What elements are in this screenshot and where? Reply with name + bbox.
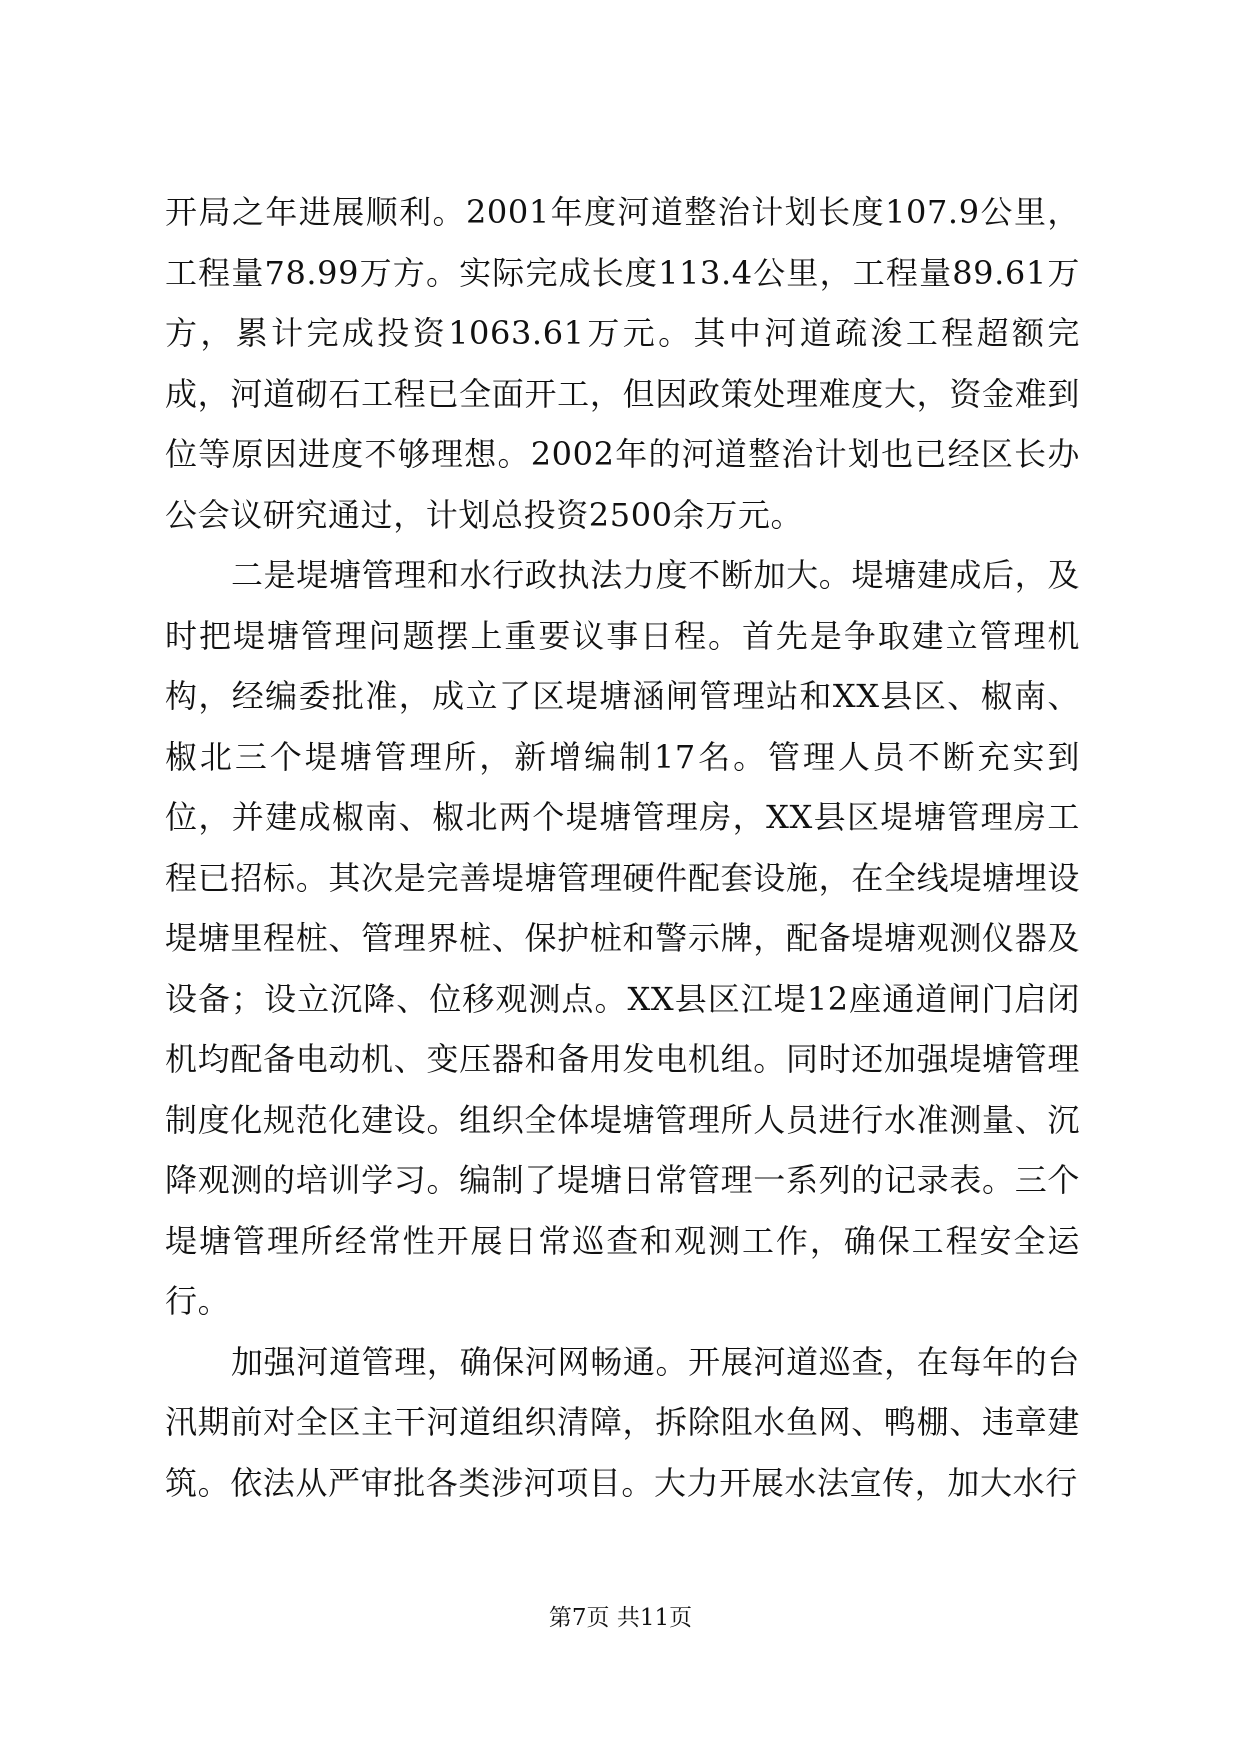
paragraph-3: 加强河道管理，确保河网畅通。开展河道巡查，在每年的台汛期前对全区主干河道组织清障，拆除阻水鱼网、鸭棚、违章建筑。依法从严审批各类涉河项目。大力开展水法宣传，加大水行 xyxy=(165,1342,1080,1502)
paragraph-2: 二是堤塘管理和水行政执法力度不断加大。堤塘建成后，及时把堤塘管理问题摆上重要议事日程。首先是争取建立管理机构，经编委批准，成立了区堤塘涵闸管理站和XX县区、椒南、椒北三个堤塘管理所，新增编制17名。管理人员不断充实到位，并建成椒南、椒北两个堤塘管理房，XX县区堤塘管理房工程已招标。其次是完善堤塘管理硬件配套设施，在全线堤塘埋设堤塘里程桩、管理界桩、保护桩和警示牌，配备堤塘观测仪器及设备；设立沉降、位移观测点。XX县区江堤12座通道闸门启闭机均配备电动机、变压器和备用发电机组。同时还加强堤塘管理制度化规范化建设。组织全体堤塘管理所人员进行水准测量、沉降观测的培训学习。编制了堤塘日常管理一系列的记录表。三个堤塘管理所经常性开展日常巡查和观测工作，确保工程安全运行。 xyxy=(165,556,1080,1320)
paragraph-1: 开局之年进展顺利。2001年度河道整治计划长度107.9公里，工程量78.99万方。实际完成长度113.4公里，工程量89.61万方，累计完成投资1063.61万元。其中河道疏浚工程超额完成，河道砌石工程已全面开工，但因政策处理难度大，资金难到位等原因进度不够理想。2002年的河道整治计划也已经区长办公会议研究通过，计划总投资2500余万元。 xyxy=(165,193,1080,534)
page-number-label: 第7页 共11页 xyxy=(548,1605,693,1631)
page-footer xyxy=(0,1603,1241,1633)
document-body xyxy=(165,182,1080,1513)
